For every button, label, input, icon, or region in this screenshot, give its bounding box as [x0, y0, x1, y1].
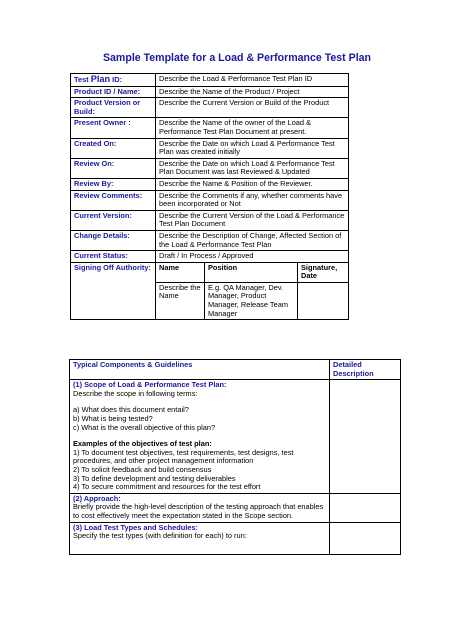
table-row — [70, 360, 401, 380]
approach-title: (2) Approach: — [73, 493, 121, 503]
objective-item: 4) To secure commitment and resources for the test effort — [73, 482, 261, 492]
table-row — [71, 262, 349, 282]
detailed-description-header: Detailed Description — [330, 360, 401, 380]
row-value: Describe the Date on which Load & Performance Test Plan Document was last Reviewed & Updated — [156, 158, 349, 178]
row-value: Draft / In Process / Approved — [156, 251, 349, 263]
scope-title: (1) Scope of Load & Performance Test Plan: — [73, 380, 227, 390]
row-value: Describe the Comments if any, whether comments have been incorporated or Not — [156, 190, 349, 210]
table-row — [71, 210, 349, 230]
approach-description-cell — [330, 493, 401, 522]
table-row — [71, 138, 349, 158]
document-title: Sample Template for a Load & Performance Test Plan — [102, 52, 372, 64]
types-section — [70, 522, 330, 554]
table-row — [71, 190, 349, 210]
scope-question: b) What is being tested? — [73, 413, 153, 423]
objectives-title: Examples of the objectives of test plan: — [73, 439, 212, 449]
table-row — [71, 86, 349, 98]
signing-name-cell: Describe the Name — [156, 282, 205, 319]
row-value: Describe the Current Version of the Load & Performance Test Plan Document — [156, 210, 349, 230]
signing-signature-header: Signature, Date — [298, 262, 349, 282]
components-table — [69, 359, 401, 555]
table-row — [71, 98, 349, 118]
scope-description-cell — [330, 380, 401, 494]
components-header: Typical Components & Guidelines — [70, 360, 330, 380]
test-plan-info-table — [70, 73, 349, 320]
approach-text: Briefly provide the high-level description of the testing approach that enables to cost effectively meet the expectation stated in the Scope section. — [73, 502, 324, 520]
row-value: Describe the Date on which Load & Performance Test Plan was created initially — [156, 138, 349, 158]
row-label: Current Version: — [71, 210, 156, 230]
table-row — [71, 74, 349, 87]
row-label: Present Owner : — [71, 118, 156, 138]
objective-item: 1) To document test objectives, test requirements, test designs, test procedures, and other project management information — [73, 447, 294, 466]
row-label: Current Status: — [71, 251, 156, 263]
row-value: Describe the Name of the owner of the Load & Performance Test Plan Document at present. — [156, 118, 349, 138]
row-value: Describe the Current Version or Build of the Product — [156, 98, 349, 118]
table-row — [71, 178, 349, 190]
table-row — [70, 380, 401, 494]
row-value: Describe the Name of the Product / Project — [156, 86, 349, 98]
row-label: Review On: — [71, 158, 156, 178]
table-row — [71, 158, 349, 178]
test-plan-id-label: Test Plan ID: — [71, 74, 156, 87]
scope-intro: Describe the scope in following terms: — [73, 388, 198, 398]
objective-item: 3) To define development and testing deliverables — [73, 473, 236, 483]
types-text: Specify the test types (with definition for each) to run: — [73, 531, 247, 541]
scope-question: a) What does this document entail? — [73, 405, 189, 415]
table-row — [71, 251, 349, 263]
scope-question: c) What is the overall objective of this plan? — [73, 422, 216, 432]
row-label: Product ID / Name: — [71, 86, 156, 98]
scope-section — [70, 380, 330, 494]
objective-item: 2) To solicit feedback and build consensus — [73, 464, 212, 474]
types-title: (3) Load Test Types and Schedules: — [73, 522, 198, 532]
row-label: Change Details: — [71, 230, 156, 250]
row-value: Describe the Description of Change, Affected Section of the Load & Performance Test Plan — [156, 230, 349, 250]
row-label: Created On: — [71, 138, 156, 158]
approach-section — [70, 493, 330, 522]
row-label: Review By: — [71, 178, 156, 190]
signing-signature-cell — [298, 282, 349, 319]
signing-position-header: Position — [205, 262, 298, 282]
signing-name-header: Name — [156, 262, 205, 282]
table-row — [70, 522, 401, 554]
table-row — [70, 493, 401, 522]
types-description-cell — [330, 522, 401, 554]
row-value: Describe the Name & Position of the Reviewer. — [156, 178, 349, 190]
test-plan-id-value: Describe the Load & Performance Test Plan ID — [156, 74, 349, 87]
table-row — [71, 118, 349, 138]
table-row — [71, 230, 349, 250]
signing-off-label: Signing Off Authority: — [71, 262, 156, 320]
row-label: Review Comments: — [71, 190, 156, 210]
signing-position-cell: E.g. QA Manager, Dev. Manager, Product Manager, Release Team Manager — [205, 282, 298, 319]
row-label: Product Version or Build: — [71, 98, 156, 118]
